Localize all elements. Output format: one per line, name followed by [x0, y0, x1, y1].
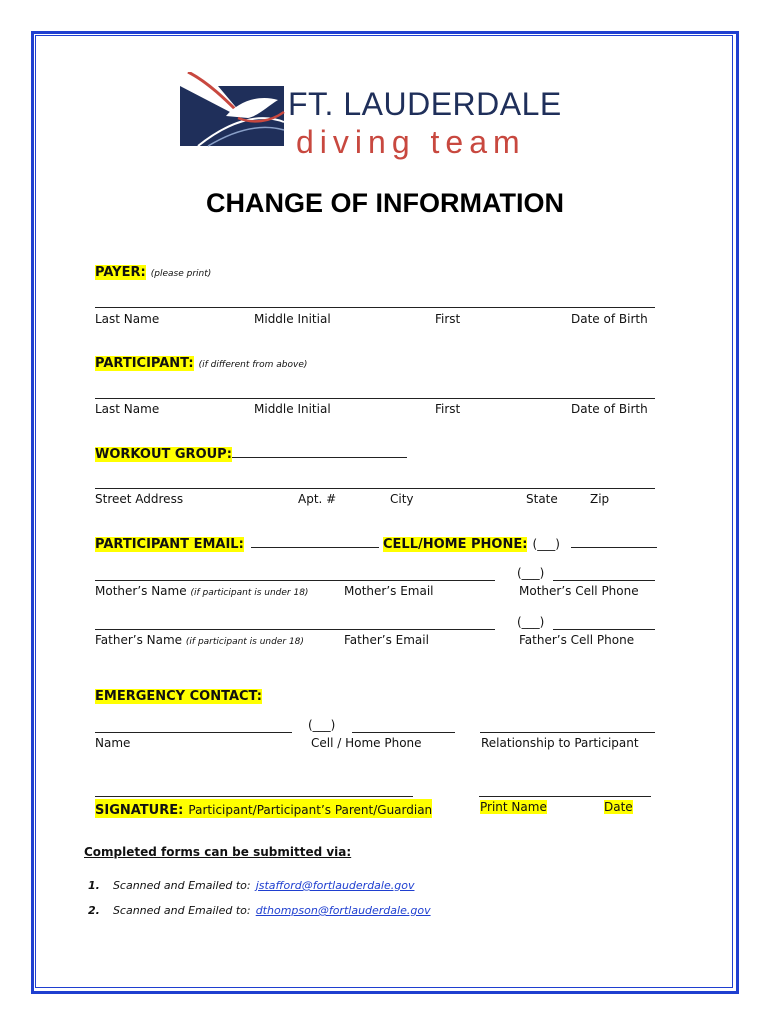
apt-label: Apt. # [298, 492, 337, 506]
signature-subtitle: Participant/Participant’s Parent/Guardian [188, 803, 433, 817]
print-name-label: Print Name [480, 800, 547, 814]
submission-item [88, 874, 414, 893]
emergency-relationship-input-line[interactable] [480, 732, 655, 733]
mother-name-note: (if participant is under 18) [190, 588, 309, 598]
participant-email-heading: PARTICIPANT EMAIL: [95, 537, 244, 552]
participant-email-input-line[interactable] [251, 547, 379, 548]
phone-heading-row [383, 533, 560, 552]
father-name-email-input-line[interactable] [95, 629, 495, 630]
email-heading-row [95, 533, 244, 552]
father-name-label: Father’s Name [95, 633, 183, 647]
team-logo [178, 72, 598, 162]
relationship-label: Relationship to Participant [481, 736, 639, 750]
submission-item-number: 2. [88, 904, 100, 917]
submission-item-text: Scanned and Emailed to: [112, 904, 251, 917]
emergency-contact-heading: EMERGENCY CONTACT: [95, 689, 262, 704]
emergency-name-input-line[interactable] [95, 732, 292, 733]
payer-last-name-label: Last Name [95, 312, 160, 326]
emergency-name-label: Name [95, 736, 131, 750]
workout-row [95, 443, 232, 462]
phone-area-code: (___) [532, 537, 560, 551]
participant-input-line[interactable] [95, 398, 655, 399]
payer-dob-label: Date of Birth [571, 312, 648, 326]
father-name-row [95, 633, 304, 647]
participant-last-name-label: Last Name [95, 402, 160, 416]
participant-phone-input-line[interactable] [571, 547, 657, 548]
signature-heading: SIGNATURE: [95, 803, 184, 818]
form-title: CHANGE OF INFORMATION [206, 188, 564, 218]
participant-heading: PARTICIPANT: [95, 356, 194, 371]
emergency-phone-label: Cell / Home Phone [311, 736, 422, 750]
logo-subtitle: diving team [296, 124, 526, 160]
payer-first-label: First [435, 312, 461, 326]
mother-email-label: Mother’s Email [344, 584, 434, 598]
street-address-label: Street Address [95, 492, 184, 506]
diver-logo-icon [178, 72, 288, 152]
email-link-dthompson[interactable]: dthompson@fortlauderdale.gov [255, 904, 431, 917]
submission-item-number: 1. [88, 879, 100, 892]
date-label: Date [604, 800, 633, 814]
logo-title: FT. LAUDERDALE [288, 86, 562, 122]
email-link-jstafford[interactable]: jstafford@fortlauderdale.gov [255, 879, 415, 892]
father-email-label: Father’s Email [344, 633, 429, 647]
participant-dob-label: Date of Birth [571, 402, 648, 416]
payer-heading-row [95, 261, 211, 280]
payer-heading: PAYER: [95, 265, 146, 280]
participant-first-label: First [435, 402, 461, 416]
submission-heading: Completed forms can be submitted via: [84, 845, 352, 859]
signature-row [95, 799, 432, 818]
father-phone-label: Father’s Cell Phone [519, 633, 635, 647]
emergency-area-code: (___) [308, 718, 336, 732]
father-phone-input-line[interactable] [553, 629, 655, 630]
emergency-phone-input-line[interactable] [352, 732, 455, 733]
participant-note: (if different from above) [198, 360, 308, 370]
print-name-date-input-line[interactable] [479, 796, 651, 797]
payer-input-line[interactable] [95, 307, 655, 308]
workout-group-input-line[interactable] [232, 457, 407, 458]
father-name-note: (if participant is under 18) [185, 637, 304, 647]
payer-note: (please print) [150, 269, 212, 279]
emergency-heading-row [95, 685, 262, 704]
signature-input-line[interactable] [95, 796, 413, 797]
workout-heading: WORKOUT GROUP: [95, 447, 232, 462]
mother-name-row [95, 584, 308, 598]
participant-middle-initial-label: Middle Initial [254, 402, 331, 416]
city-label: City [390, 492, 414, 506]
mother-area-code: (___) [517, 566, 545, 580]
mother-name-email-input-line[interactable] [95, 580, 495, 581]
mother-phone-input-line[interactable] [553, 580, 655, 581]
mother-phone-label: Mother’s Cell Phone [519, 584, 639, 598]
cell-home-phone-heading: CELL/HOME PHONE: [383, 537, 528, 552]
zip-label: Zip [590, 492, 610, 506]
participant-heading-row [95, 352, 307, 371]
mother-name-label: Mother’s Name [95, 584, 187, 598]
submission-item-text: Scanned and Emailed to: [112, 879, 251, 892]
father-area-code: (___) [517, 615, 545, 629]
address-input-line[interactable] [95, 488, 655, 489]
payer-middle-initial-label: Middle Initial [254, 312, 331, 326]
submission-item [88, 899, 431, 918]
state-label: State [526, 492, 558, 506]
